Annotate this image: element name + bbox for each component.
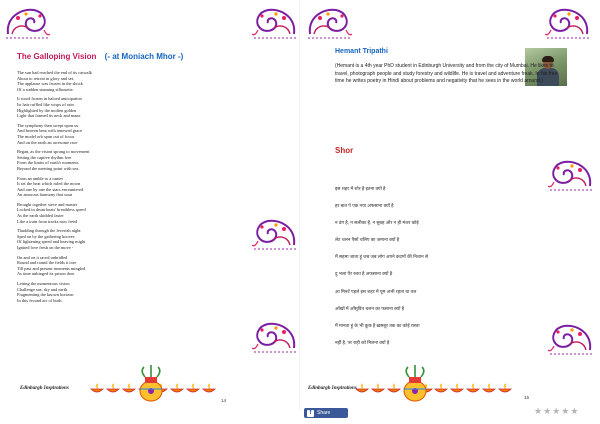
rating-stars	[534, 406, 579, 417]
poem-line: Letting the momentous vision	[17, 281, 70, 286]
star-icon[interactable]: ★	[561, 406, 571, 416]
hindi-poem-line: नहीं है, पर राही को मिलना क्यों है	[335, 339, 390, 345]
diya-icon	[186, 383, 200, 395]
page-number: 14	[221, 398, 227, 403]
hindi-poem-line: न ढंग है, न सलीका है, न सुबह और न ही मंजर कोई	[335, 220, 419, 226]
poem-line: Setting the captive rhythm free	[17, 154, 72, 160]
poem-line: Its hair ruffled like wisps of rain	[17, 101, 74, 107]
poem-line: It set the beat which ruled the moon	[17, 181, 81, 187]
diya-icon	[466, 383, 480, 395]
diya-icon	[450, 383, 464, 395]
poem-line: The model orb spun out of focus	[17, 133, 75, 139]
poem-body	[17, 70, 167, 307]
hindi-poem-line: मैं मानता हूं के भी कुछ है ख़सबूर तक का कोई रास्ता	[335, 322, 420, 328]
poem-line: The symphony then swept upon us	[17, 122, 79, 128]
poem-line: On and on it raced unbridled	[17, 254, 68, 260]
poem-stanza	[17, 255, 167, 277]
poem-line: Round and round the fields it tore	[17, 260, 77, 266]
star-icon[interactable]: ★	[552, 406, 562, 416]
right-page	[300, 0, 600, 410]
poem-line: Like a train from tracks now freed	[17, 218, 78, 224]
poem-line: Challenge sea, sky and earth	[17, 286, 68, 292]
poem-line: Of lightening speed and heaving might	[17, 239, 86, 245]
star-icon[interactable]: ★	[543, 406, 553, 416]
poem-stanza	[17, 123, 167, 145]
kalash-pot-icon	[136, 365, 166, 405]
poem-stanza	[17, 176, 167, 198]
diya-icon	[90, 383, 104, 395]
kalash-pot-icon	[400, 365, 430, 405]
poem-stanza	[17, 96, 167, 118]
paisley-ornament-icon	[4, 4, 50, 42]
poem-line: Locked in drum beats' breathless speed	[17, 207, 86, 213]
poem-title-text: The Galloping Vision	[17, 52, 97, 61]
hindi-poem-line: दु भला पैर रुका है अफसाना क्यों है	[335, 271, 393, 277]
poem-line: The sun had reached the end of its catwalk	[17, 70, 92, 75]
poem-line: Till past and present moments mingled	[17, 265, 86, 271]
poem-line: In this fecund act of birth.	[17, 297, 63, 303]
diya-icon	[355, 383, 369, 395]
poem-stanza	[17, 149, 167, 171]
poem-line: The applause was frozen in the shock	[17, 81, 83, 87]
hindi-poem-body	[335, 180, 575, 351]
share-label: Share	[317, 410, 331, 416]
diya-icon	[170, 383, 184, 395]
poem-line: Of a sudden stunning silhouette.	[17, 86, 74, 92]
poem-line: As time unhinged its prison door	[17, 271, 75, 277]
paisley-ornament-icon	[545, 4, 591, 42]
hindi-poem-line: हर बात पे एक नया अफसाना क्यों है	[335, 203, 394, 209]
diya-icon	[122, 383, 136, 395]
diya-icon	[371, 383, 385, 395]
poem-stanza	[17, 70, 167, 92]
author-name: Hemant Tripathi	[335, 48, 388, 55]
poem-line: As the earth skidded faster	[17, 213, 64, 219]
star-icon[interactable]: ★	[570, 406, 580, 416]
poem-stanza	[17, 228, 167, 250]
hindi-poem-line: आ मिनटें पहले इस शहर में घूम अभी रहता था तल	[335, 288, 417, 294]
poem-line: An amorous harmony that soon	[17, 192, 73, 198]
author-bio: (Hemant is a 4th year PhD student in Edinburgh University and from the city of Mumbai. He likes to travel, photograph people and study forestry and wildlife. He is travel and adventure freak. In his free time he writes poetry in Hindi about problems and negativity that he sees in the world around.)	[335, 63, 558, 85]
poem-stanza	[17, 202, 167, 224]
diya-icon	[498, 383, 512, 395]
hindi-poem-line: लेट चलन पैसों चलिए का ज़माना क्यों है	[335, 237, 400, 243]
poem-subtitle: (- at Moniach Mhor -)	[104, 52, 184, 61]
poem-line: Beyond the meeting point with sea.	[17, 165, 80, 171]
poem-line: And heaven bent with renewed grace	[17, 128, 83, 134]
diya-icon	[482, 383, 496, 395]
facebook-icon: f	[307, 410, 314, 417]
poem-line: Light that framed its neck and mane	[17, 113, 81, 119]
poem-title: Shor	[335, 146, 354, 155]
poem-line: Fragmenting the known horizon	[17, 292, 74, 298]
diya-icon	[106, 383, 120, 395]
poem-line: Highlighted by the molten golden	[17, 107, 77, 113]
poem-line: Began, as the vision sprang to movement	[17, 149, 90, 155]
poem-line: And one by one the stars encountered	[17, 186, 84, 192]
page-number: 15	[524, 395, 530, 400]
hindi-poem-line: आँखों में आँसूवित चलन का फसाना क्यों है	[335, 305, 405, 311]
poem-stanza	[17, 281, 167, 303]
poem-title	[17, 52, 183, 61]
footer-brand: Edinburgh Inspirations	[308, 386, 357, 391]
hindi-poem-line: इस शहर में शोर है इतना क्यों है	[335, 186, 386, 191]
facebook-share-button[interactable]	[304, 408, 348, 418]
poem-line: Thudding through the feverish night	[17, 228, 81, 234]
hindi-poem-line: मैं सहमा जाता हूं जब जब लोग अपने कदमों की निशान से	[335, 254, 429, 260]
star-icon[interactable]: ★	[534, 406, 544, 416]
diya-icon	[434, 383, 448, 395]
paisley-ornament-icon	[252, 318, 298, 356]
poem-line: From an amble to a canter	[17, 175, 63, 181]
poem-line: About to retreat in glory and set.	[17, 75, 75, 81]
poem-line: From the limits of earth's moments	[17, 160, 79, 166]
footer-brand: Edinburgh Inspirations	[20, 386, 69, 391]
paisley-ornament-icon	[252, 4, 298, 42]
poem-line: It stood frozen in haloed anticipation	[17, 96, 82, 102]
paisley-ornament-icon	[252, 215, 298, 253]
poem-line: Sped on by the gathering hooves	[17, 233, 75, 239]
diya-icon	[387, 383, 401, 395]
poem-line: Brought together steve and master	[17, 201, 78, 207]
poem-line: And on the earth an awesome race	[17, 139, 78, 145]
paisley-ornament-icon	[306, 4, 352, 42]
diya-icon	[202, 383, 216, 395]
poem-line: Ignited love fresh on the move -	[17, 245, 74, 251]
left-page	[0, 0, 300, 410]
